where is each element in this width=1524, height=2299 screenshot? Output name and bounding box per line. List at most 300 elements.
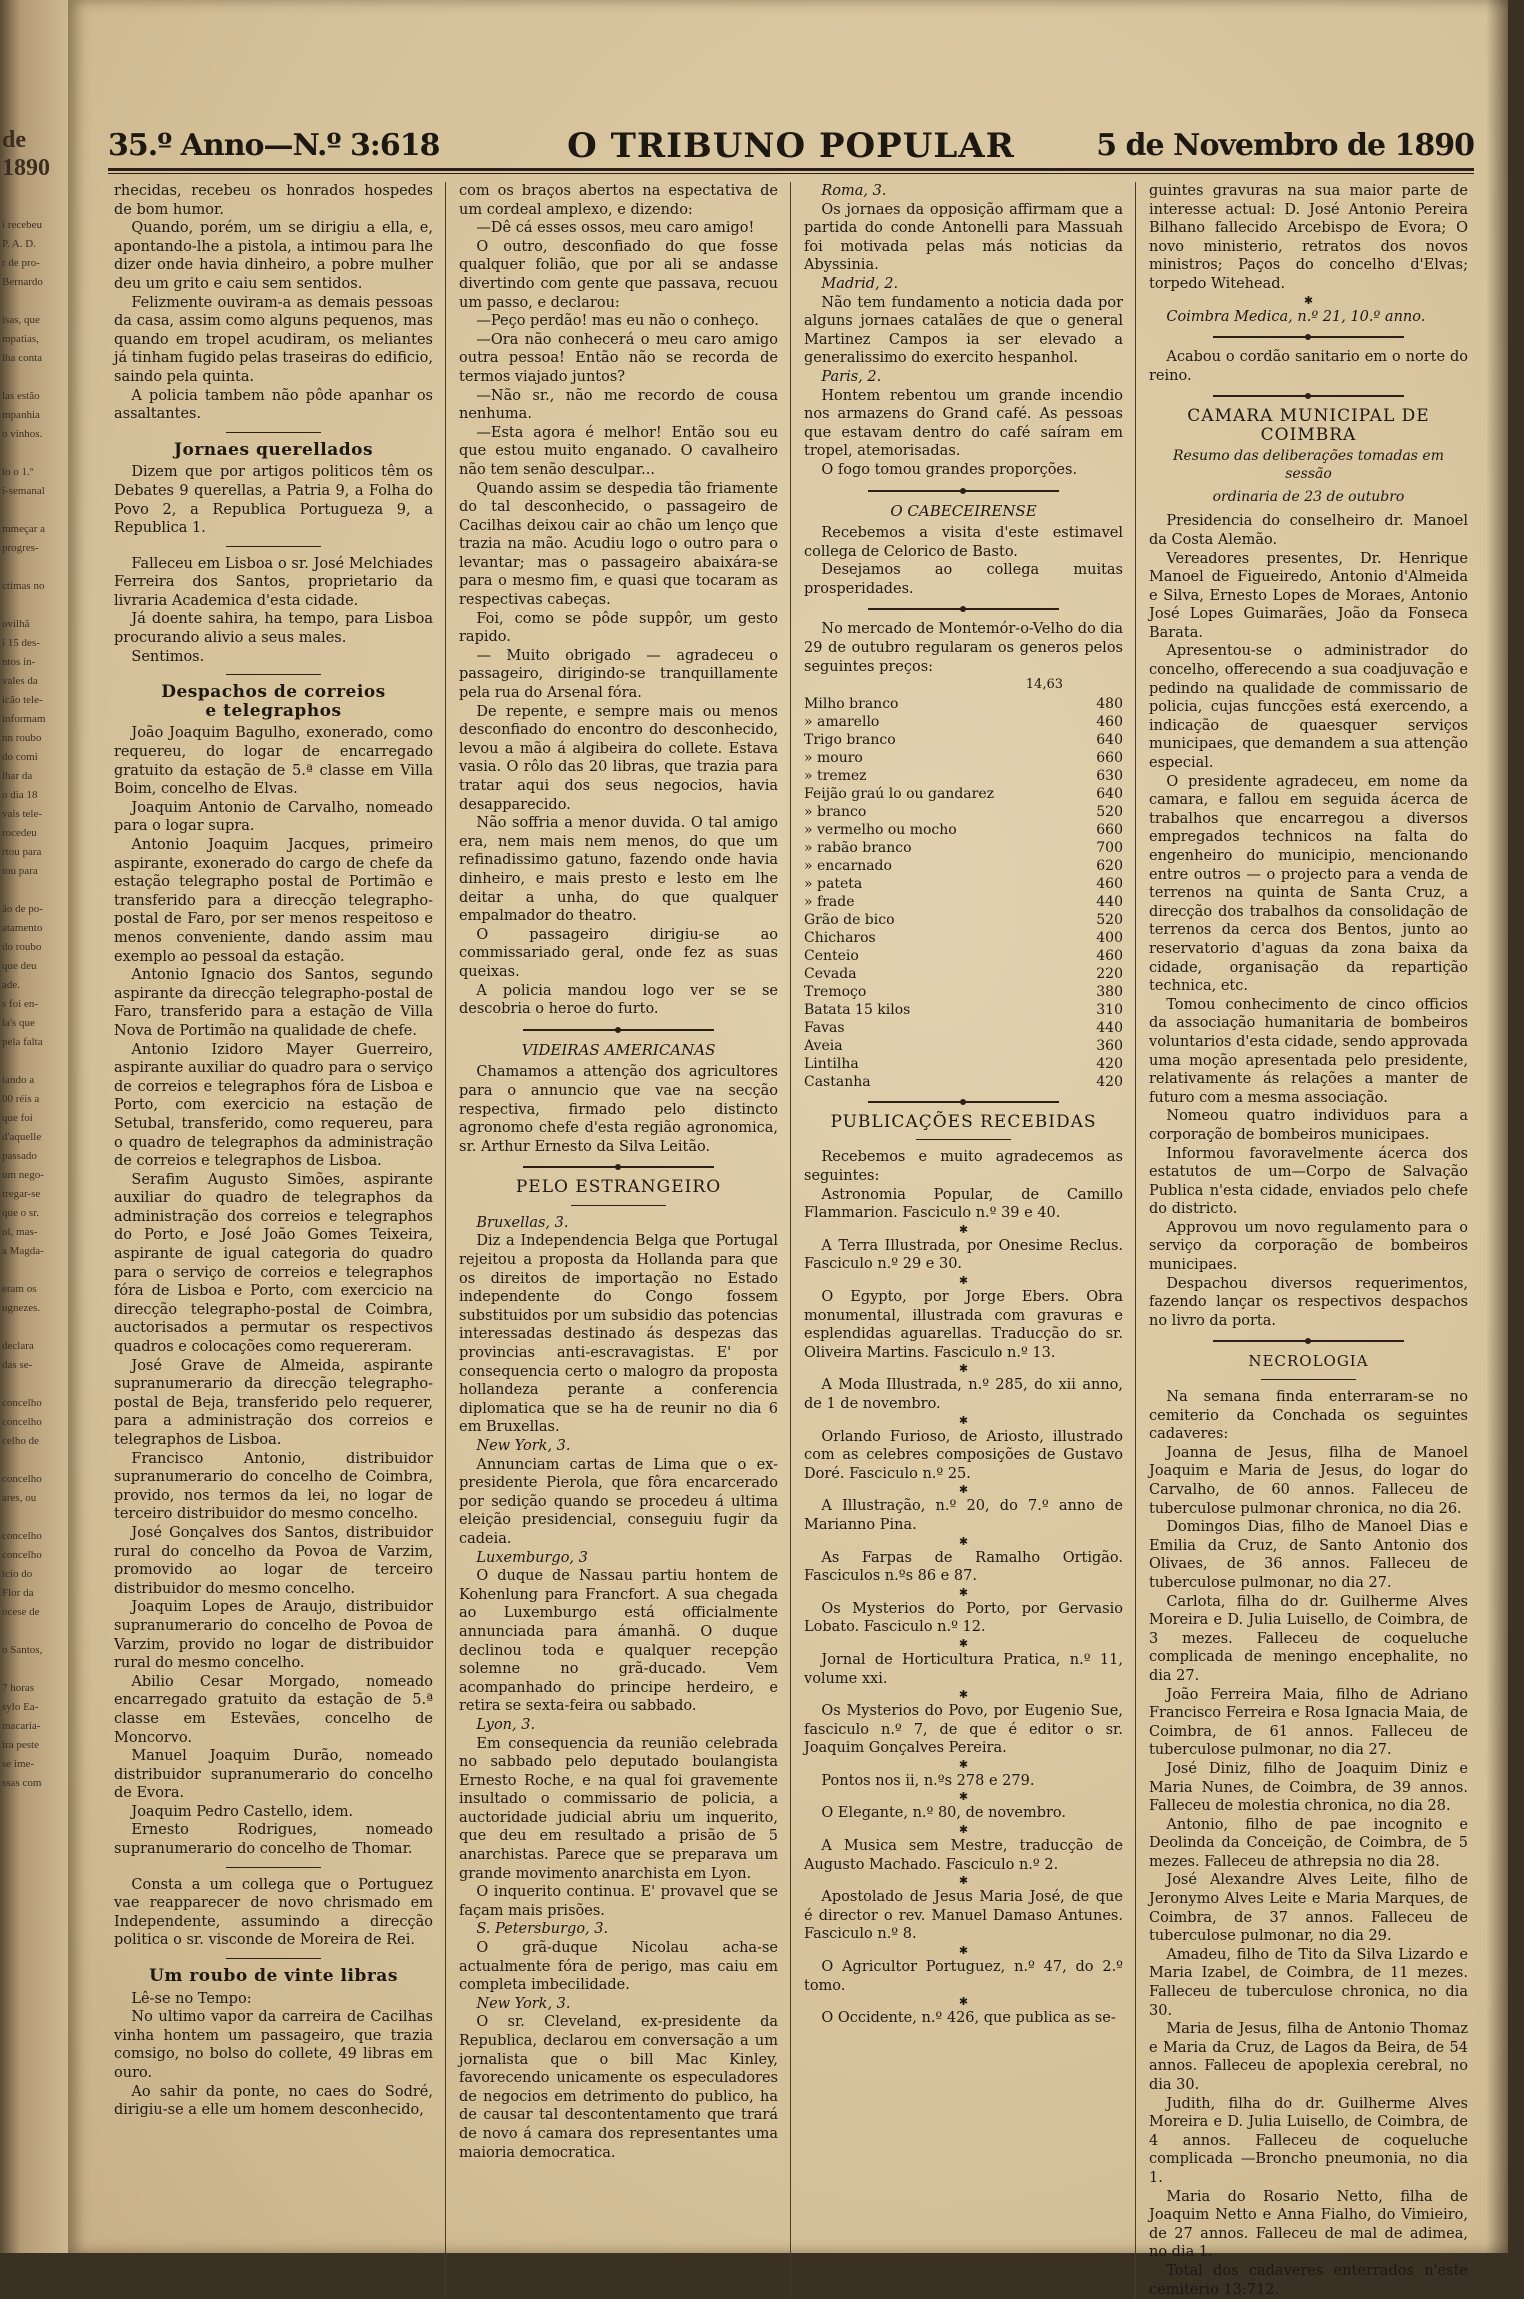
previous-page-fragment: i 15 des-	[2, 637, 40, 649]
decorative-rule	[868, 1101, 1059, 1103]
paragraph: Antonio Joaquim Jacques, primeiro aspirante, exonerado do cargo de chefe da estação telegrapho postal de Portimão e transferido para a direcção telegrapho-postal de Faro, por ser menos respeitoso e menos conveniente, dando assim mau exemplo ao pessoal da estação.	[114, 837, 433, 965]
decorative-rule	[1213, 1340, 1404, 1342]
obituary-entry: Maria do Rosario Netto, filha de Joaquim Netto e Anna Fialho, do Vimieiro, de 27 annos. Falleceu de mal de adimea, no dia 1.	[1149, 2188, 1468, 2261]
previous-page-fragment: concelho	[2, 1530, 42, 1542]
price-row	[804, 821, 1123, 839]
previous-page-fragment: mpanhia	[2, 409, 40, 421]
previous-page-fragment: d'aquelle	[2, 1131, 42, 1143]
commodity-price: 700	[1096, 839, 1123, 856]
heading-despachos-line-2: e telegraphos	[205, 700, 342, 721]
paragraph: Já doente sahira, ha tempo, para Lisboa procurando alivio a seus males.	[114, 611, 433, 647]
previous-page-fragment	[2, 294, 64, 313]
publication-entry: Os Mysterios do Povo, por Eugenio Sue, fasciculo n.º 7, de que é editor o sr. Joaquim Gonçalves Pereira.	[804, 1703, 1123, 1757]
separator-rule	[916, 1139, 1012, 1140]
previous-page-fragment: ugnezes.	[2, 1302, 41, 1314]
star-separator: ✱	[958, 1222, 969, 1236]
paragraph: O outro, desconfiado do que fosse qualquer folião, que por ali se andasse divertindo com gente que passava, recuou um passo, e declarou:	[459, 238, 778, 311]
obituary-entry: Maria de Jesus, filha de Antonio Thomaz e Maria da Cruz, de Lagos da Beira, de 54 annos. Falleceu de apoplexia cerebral, no dia 30.	[1149, 2021, 1468, 2093]
page-binding-shadow	[1486, 0, 1508, 2253]
decorative-rule	[1213, 395, 1404, 397]
commodity-name: » amarello	[804, 713, 880, 730]
previous-page-fragment: nn roubo	[2, 732, 42, 744]
paragraph: Felizmente ouviram-a as demais pessoas da casa, assim como alguns pequenos, mas quando em tropel acudiram, os meliantes já tinham fugido pelas traseiras do edificio, saindo pela quinta.	[114, 294, 433, 385]
dateline: Paris, 2.	[821, 368, 882, 385]
edition-number: 35.º Anno—N.º 3:618	[108, 128, 440, 163]
paragraph: Dizem que por artigos politicos têm os Debates 9 querellas, a Patria 9, a Folha do Povo 2, a Republica Portugueza 9, a Republica 1.	[114, 464, 433, 537]
publication-entry: O Egypto, por Jorge Ebers. Obra monumental, illustrada com gravuras e esplendidas aguarellas. Traducção do sr. Oliveira Martins. Fasciculo n.º 13.	[804, 1289, 1123, 1361]
paragraph: Nomeou quatro individuos para a corporação de bombeiros municipaes.	[1149, 1108, 1468, 1143]
paragraph: Coimbra Medica, n.º 21, 10.º anno.	[1166, 308, 1426, 325]
star-separator: ✱	[958, 1483, 969, 1497]
obituary-entry: José Alexandre Alves Leite, filho de Jeronymo Alves Leite e Maria Marques, de Coimbra, de 37 annos. Falleceu de tuberculose pulmonar, no dia 29.	[1149, 1872, 1468, 1945]
paragraph: Na semana finda enterraram-se no cemiterio da Conchada os seguintes cadaveres:	[1149, 1389, 1468, 1443]
paragraph: Manuel Joaquim Durão, nomeado distribuidor supranumerario do concelho de Evora.	[114, 1748, 433, 1802]
paragraph: De repente, e sempre mais ou menos desconfiado do encontro do desconhecido, levou a mão á algibeira do collete. Estava vasia. O rôlo das 20 libras, que trazia para tratar aqui dos seus negocios, havia desapparecido.	[459, 703, 778, 813]
paragraph: Joaquim Pedro Castello, idem.	[131, 1803, 354, 1820]
commodity-name: » tremez	[804, 767, 867, 784]
previous-page-fragment: das se-	[2, 1359, 33, 1371]
commodity-price: 620	[1096, 857, 1123, 874]
commodity-name: Castanha	[804, 1073, 871, 1090]
separator-rule	[226, 1958, 322, 1959]
previous-page-fragment: icão tele-	[2, 694, 43, 706]
decorative-rule	[523, 1029, 714, 1031]
paragraph: Quando, porém, um se dirigiu a ella, e, apontando-lhe a pistola, a intimou para lhe dizer onde havia dinheiro, a pobre mulher deu um grito e caiu sem sentidos.	[114, 220, 433, 292]
paragraph: Ao sahir da ponte, no caes do Sodré, dirigiu-se a elle um homem desconhecido,	[114, 2083, 433, 2119]
star-separator: ✱	[958, 1688, 969, 1702]
previous-page-fragment: se ime-	[2, 1758, 35, 1770]
paragraph: A policia mandou logo ver se se descobria o heroe do furto.	[459, 982, 778, 1018]
paragraph: — Muito obrigado — agradeceu o passageiro, dirigindo-se tranquillamente pela rua do Arsenal fóra.	[459, 647, 778, 702]
commodity-price: 640	[1096, 731, 1123, 748]
previous-page-fragment: que o sr.	[2, 1207, 39, 1219]
previous-page-fragment: um nego-	[2, 1169, 44, 1181]
commodity-price: 460	[1096, 713, 1123, 730]
obituary-entry: João Ferreira Maia, filho de Adriano Francisco Ferreira e Rosa Ignacia Maia, de Coimbra, de 61 annos. Falleceu de tuberculose pulmonar, no dia 27.	[1149, 1686, 1468, 1759]
paragraph: rhecidas, recebeu os honrados hospedes de bom humor.	[114, 183, 433, 218]
heading-publicacoes-recebidas: PUBLICAÇÕES RECEBIDAS	[830, 1111, 1097, 1132]
publication-entry: Orlando Furioso, de Ariosto, illustrado com as celebres composições de Gustavo Doré. Fasciculo n.º 25.	[804, 1428, 1123, 1482]
previous-page-fragment: rtou para	[2, 846, 42, 858]
star-separator: ✱	[958, 1995, 969, 2009]
decorative-rule	[523, 1166, 714, 1168]
previous-page-fragment: mpatias,	[2, 333, 39, 345]
obituary-entry: Total dos cadaveres enterrados n'este cemiterio 13:712.	[1149, 2262, 1468, 2298]
heading-despachos: Despachos de correios	[161, 682, 386, 703]
previous-page-fragment: ctimas no	[2, 580, 45, 592]
decorative-rule	[1213, 336, 1404, 338]
paragraph: Antonio Ignacio dos Santos, segundo aspirante da direcção telegrapho-postal de Faro, transferido para a estação de Villa Nova de Portimão na qualidade de chefe.	[114, 967, 433, 1039]
market-price-table	[804, 695, 1123, 1091]
paragraph: José Gonçalves dos Santos, distribuidor rural do concelho da Povoa de Varzim, promovido ao logar de terceiro distribuidor do mesmo concelho.	[114, 1524, 433, 1597]
publication-entry: A Musica sem Mestre, traducção de Augusto Machado. Fasciculo n.º 2.	[804, 1838, 1123, 1873]
previous-page-header: de 1890	[2, 127, 50, 181]
previous-page-fragment: o dia 18	[2, 789, 38, 801]
star-separator: ✱	[958, 1274, 969, 1287]
commodity-price: 220	[1096, 965, 1123, 982]
publication-entry: Os Mysterios do Porto, por Gervasio Lobato. Fasciculo n.º 12.	[804, 1600, 1123, 1636]
paragraph: Informou favoravelmente ácerca dos estatutos de um—Corpo de Salvação Publica n'esta cidade, enviados pelo chefe do districto.	[1149, 1145, 1468, 1218]
price-row	[804, 1001, 1123, 1019]
price-row	[804, 1037, 1123, 1055]
paragraph: Desejamos ao collega muitas prosperidades.	[804, 562, 1123, 597]
price-row	[804, 749, 1123, 767]
paragraph: A policia tambem não pôde apanhar os assaltantes.	[114, 387, 433, 423]
paragraph: Quando assim se despedia tão friamente do tal desconhecido, o passageiro de Cacilhas deixou cair ao chão um lenço que trazia na mão. Acudiu logo o outro para o levantar; mas o passageiro abaixára-se para o mesmo fim, e quasi que tocaram as respectivas cabeças.	[459, 480, 778, 609]
price-row	[804, 713, 1123, 731]
paragraph: Recebemos e muito agradecemos as seguintes:	[804, 1149, 1123, 1185]
previous-page-fragment: tou para	[2, 865, 38, 877]
publication-entry: A Illustração, n.º 20, do 7.º anno de Marianno Pina.	[804, 1498, 1123, 1533]
commodity-name: Aveia	[804, 1037, 843, 1054]
commodity-name: » mouro	[804, 749, 863, 766]
previous-page-fragment	[2, 503, 64, 522]
paragraph: —Não sr., não me recordo de cousa nenhuma.	[459, 387, 778, 423]
publication-entry: As Farpas de Ramalho Ortigão. Fasciculos n.ºs 86 e 87.	[804, 1549, 1123, 1585]
article-columns	[108, 182, 1474, 2298]
paragraph: O fogo tomou grandes proporções.	[821, 461, 1078, 478]
paragraph: Os jornaes da opposição affirmam que a partida do conde Antonelli para Massuah foi motivada pelas más noticias da Abyssinia.	[804, 201, 1123, 274]
paragraph: Diz a Independencia Belga que Portugal rejeitou a proposta da Hollanda para que os direitos de importação no Estado independente do Congo fossem substituidos por um subsidio das potencias interessadas destinado ás despezas das provincias anti-escravagistas. E' por consequencia certo o malogro da proposta hollandeza perante a conferencia diplomatica que se ha de reunir no dia 6 em Bruxellas.	[459, 1233, 778, 1436]
previous-page-fragment: concelho	[2, 1549, 42, 1561]
previous-page-fragment: vales da	[2, 675, 38, 687]
previous-page-fragment: rocedeu	[2, 827, 37, 839]
previous-page-fragment: celho de	[2, 1435, 39, 1447]
previous-page-fragment: Flor da	[2, 1587, 34, 1599]
previous-page-fragment: 7 horas	[2, 1682, 35, 1694]
paragraph: Foi, como se pôde suppôr, um gesto rapido.	[459, 610, 778, 646]
previous-page-fragment: lo o 1.º	[2, 466, 34, 478]
previous-page-fragment: ade.	[2, 979, 21, 991]
commodity-price: 400	[1096, 929, 1123, 946]
star-separator: ✱	[958, 1413, 969, 1427]
previous-page-fragment	[2, 1054, 64, 1073]
paragraph: O passageiro dirigiu-se ao commissariado geral, onde fez as suas queixas.	[459, 926, 778, 980]
price-row	[804, 1055, 1123, 1073]
dateline: New York, 3.	[476, 1438, 571, 1454]
commodity-name: » vermelho ou mocho	[804, 821, 957, 838]
commodity-name: Lintilha	[804, 1055, 859, 1072]
paragraph: Joaquim Lopes de Araujo, distribuidor supranumerario do concelho de Povoa de Varzim, provido no logar de distribuidor rural do mesmo concelho.	[114, 1599, 433, 1672]
price-row	[804, 803, 1123, 821]
star-separator: ✱	[958, 1823, 969, 1837]
previous-page-fragment	[2, 1320, 64, 1339]
paragraph: Antonio Izidoro Mayer Guerreiro, aspirante auxiliar do quadro para o serviço de correios e telegraphos fóra de Lisboa e Porto, com exercicio na estação de Setubal, transferido, como requereu, para o quadro de telegraphos da administração de correios e telegraphos de Lisboa.	[114, 1041, 433, 1170]
separator-rule	[226, 1867, 322, 1868]
previous-page-fragment: ssas com	[2, 1777, 42, 1789]
previous-page-fragment: que foi	[2, 1112, 33, 1124]
paragraph: O duque de Nassau partiu hontem de Kohenlung para Francfort. A sua chegada ao Luxemburgo está officialmente annunciada para ámanhã. O duque declinou toda e qualquer recepção solemne no grã-ducado. Vem acompanhado do principe herdeiro, e retira se sexta-feira ou sabbado.	[459, 1568, 778, 1715]
previous-page-fragment: mmeçar a	[2, 523, 46, 535]
star-separator: ✱	[958, 1790, 969, 1804]
previous-page-fragment	[2, 1624, 64, 1643]
star-separator: ✱	[958, 1874, 969, 1888]
price-row	[804, 767, 1123, 785]
paragraph: Annunciam cartas de Lima que o ex-presidente Pierola, que fôra encarcerado por sedição quando se procedeu á ultima eleição presidencial, conseguiu fugir da cadeia.	[459, 1456, 778, 1547]
commodity-name: » frade	[804, 893, 855, 910]
price-row	[804, 911, 1123, 929]
dateline: Bruxellas, 3.	[476, 1214, 569, 1231]
previous-page-fragment: P. A. D.	[2, 238, 36, 250]
previous-page-fragment: eram os	[2, 1283, 37, 1295]
commodity-name: » branco	[804, 803, 867, 820]
column-4	[1143, 182, 1474, 2299]
previous-page-fragment: ocese de	[2, 1606, 40, 1618]
paragraph: guintes gravuras na sua maior parte de interesse actual: D. José Antonio Pereira Bilhano fallecido Arcebispo de Evora; O novo ministerio, retratos dos novos ministros; Paços do concelho d'Elvas; torpedo Witehead.	[1149, 183, 1468, 292]
commodity-name: Centeio	[804, 947, 859, 964]
column-3	[798, 182, 1129, 2299]
price-row	[804, 893, 1123, 911]
column-1	[108, 182, 439, 2299]
commodity-price: 420	[1096, 1055, 1123, 1072]
previous-page-fragment: tregar-se	[2, 1188, 41, 1200]
separator-rule	[571, 1205, 667, 1206]
previous-page-fragment: Bernardo	[2, 276, 43, 288]
paragraph: Acabou o cordão sanitario em o norte do reino.	[1149, 349, 1468, 384]
commodity-name: Batata 15 kilos	[804, 1001, 911, 1018]
publication-entry: Jornal de Horticultura Pratica, n.º 11, volume xxi.	[804, 1651, 1123, 1687]
previous-page-fragment	[2, 598, 64, 617]
price-row	[804, 1073, 1123, 1091]
previous-page-fragment: macaria-	[2, 1720, 41, 1732]
previous-page-fragment: i-semanal	[2, 485, 45, 497]
previous-page-fragment	[2, 560, 64, 579]
previous-page-fragment: ão de po-	[2, 903, 43, 915]
star-separator: ✱	[958, 1757, 969, 1771]
heading-o-cabeceirense: O CABECEIRENSE	[890, 501, 1037, 520]
commodity-name: » encarnado	[804, 857, 892, 874]
commodity-price: 420	[1096, 1073, 1123, 1090]
column-2	[453, 182, 784, 2299]
paragraph: No ultimo vapor da carreira de Cacilhas vinha hontem um passageiro, que trazia comsigo, no bolso do collete, 49 libras em ouro.	[114, 2009, 433, 2081]
paragraph: Recebemos a visita d'este estimavel collega de Celorico de Basto.	[804, 525, 1123, 560]
previous-page-fragment: progres-	[2, 542, 39, 554]
commodity-price: 660	[1096, 749, 1123, 766]
obituary-list	[1149, 1444, 1468, 2299]
publications-list	[804, 1186, 1123, 2028]
price-row	[804, 785, 1123, 803]
commodity-name: Milho branco	[804, 695, 899, 712]
heading-subtitle-line-2: ordinaria de 23 de outubro	[1212, 488, 1405, 505]
paragraph: João Joaquim Bagulho, exonerado, como requereu, do logar de encarregado gratuito da estação de 5.ª classe em Villa Boim, concelho de Elvas.	[114, 725, 433, 798]
previous-page-fragment: do comi	[2, 751, 38, 763]
paragraph: Francisco Antonio, distribuidor supranumerario do concelho de Coimbra, provido, nos termos da lei, no logar de terceiro distribuidor do mesmo concelho.	[114, 1450, 433, 1523]
paragraph: Não tem fundamento a noticia dada por alguns jornaes catalães de que o general Martinez Campos ia ser elevado a generalissimo do exercito hespanhol.	[804, 294, 1123, 367]
price-row	[804, 695, 1123, 713]
previous-page-fragment: concelho	[2, 1397, 42, 1409]
paragraph: —Dê cá esses ossos, meu caro amigo!	[476, 220, 755, 237]
paragraph: Em consequencia da reunião celebrada no sabbado pelo deputado boulangista Ernesto Roche, e na qual foi gravemente insultado o commissario de policia, a auctoridade judicial abriu um inquerito, que deu em resultado a prisão de 5 anarchistas. Parece que se preparava um grande movimento anarchista em Lyon.	[459, 1735, 778, 1882]
star-separator: ✱	[958, 1585, 969, 1599]
commodity-price: 460	[1096, 875, 1123, 892]
publication-entry: Astronomia Popular, de Camillo Flammarion. Fasciculo n.º 39 e 40.	[804, 1186, 1123, 1222]
commodity-price: 440	[1096, 893, 1123, 910]
measure-label: 14,63	[1025, 677, 1063, 693]
commodity-name: Chicharos	[804, 929, 876, 946]
commodity-name: Cevada	[804, 965, 857, 982]
commodity-name: » pateta	[804, 875, 863, 892]
heading-subtitle: Resumo das deliberações tomadas em sessão	[1173, 447, 1444, 483]
price-row	[804, 929, 1123, 947]
publication-entry: O Occidente, n.º 426, que publica as se-	[821, 2010, 1116, 2027]
heading-videiras-americanas: VIDEIRAS AMERICANAS	[521, 1040, 716, 1059]
newspaper-page	[68, 0, 1508, 2298]
previous-page-fragment: s foi en-	[2, 998, 39, 1010]
paragraph: O inquerito continua. E' provavel que se façam mais prisões.	[459, 1884, 778, 1919]
paragraph: Chamamos a attenção dos agricultores para o annuncio que vae na secção respectiva, firmado pelo distincto agronomo chefe d'esta região agronomica, sr. Arthur Ernesto da Silva Leitão.	[459, 1064, 778, 1155]
paragraph: O sr. Cleveland, ex-presidente da Republica, declarou em conversação a um jornalista que o bill Mac Kinley, favorecendo unicamente os especuladores de negocios em detrimento do publico, ha de causar tal descontentamento que trará de novo á camara dos representantes uma maioria democratica.	[459, 2014, 778, 2161]
paragraph: Lê-se no Tempo:	[131, 1990, 252, 2007]
previous-page-fragment: vais tele-	[2, 808, 43, 820]
previous-page-fragment: pela falta	[2, 1036, 43, 1048]
obituary-entry: Joanna de Jesus, filha de Manoel Joaquim e Maria de Jesus, do logar do Carvalho, de 60 annos. Falleceu de tuberculose pulmonar chronica, no dia 26.	[1149, 1444, 1468, 1517]
heading-camara-municipal: CAMARA MUNICIPAL DE COIMBRA	[1187, 406, 1430, 445]
separator-rule	[226, 546, 322, 547]
dateline: Roma, 3.	[821, 183, 887, 199]
paragraph: O grã-duque Nicolau acha-se actualmente fóra de perigo, mas caiu em completa imbecilidade.	[459, 1940, 778, 1994]
commodity-name: Trigo branco	[804, 731, 896, 748]
price-row	[804, 731, 1123, 749]
paragraph: Approvou um novo regulamento para o serviço da corporação de bombeiros municipaes.	[1149, 1219, 1468, 1274]
commodity-price: 310	[1096, 1001, 1123, 1018]
previous-page-fragment	[2, 446, 64, 465]
previous-page-fragment: do roubo	[2, 941, 42, 953]
obituary-entry: Amadeu, filho de Tito da Silva Lizardo e Maria Izabel, de Coimbra, de 11 mezes. Falleceu de tuberculose chronica, no dia 30.	[1149, 1946, 1468, 2019]
price-row	[804, 983, 1123, 1001]
publication-entry: O Agricultor Portuguez, n.º 47, do 2.º tomo.	[804, 1959, 1123, 1994]
paragraph: —Peço perdão! mas eu não o conheço.	[476, 313, 759, 330]
paragraph: Presidencia do conselheiro dr. Manoel da Costa Alemão.	[1149, 513, 1468, 548]
commodity-price: 630	[1096, 767, 1123, 784]
commodity-price: 380	[1096, 983, 1123, 1000]
decorative-rule	[868, 608, 1059, 610]
previous-page-fragment	[2, 1377, 64, 1396]
previous-page-fragment: ares, ou	[2, 1492, 37, 1504]
dateline: New York, 3.	[476, 1995, 571, 2012]
previous-page-fragment: ol, mas-	[2, 1226, 38, 1238]
commodity-name: Tremoço	[804, 983, 867, 1000]
publication-entry: A Moda Illustrada, n.º 285, do xii anno, de 1 de novembro.	[804, 1377, 1123, 1412]
price-row	[804, 875, 1123, 893]
star-separator: ✱	[958, 1534, 969, 1548]
paragraph: Falleceu em Lisboa o sr. José Melchiades Ferreira dos Santos, proprietario da livraria Academica d'esta cidade.	[114, 555, 433, 609]
previous-page-fragment: i recebeu	[2, 219, 42, 231]
paragraph: Apresentou-se o administrador do concelho, offerecendo a sua coadjuvação e pedindo na qualidade de commissario de policia, cujas funcções está exercendo, a indicação de quaesquer serviços municipaes, que demandem a sua attenção especial.	[1149, 643, 1468, 772]
paragraph: Vereadores presentes, Dr. Henrique Manoel de Figueiredo, Antonio d'Almeida e Silva, Ernesto Lopes de Moraes, Antonio José Lopes Guimarães, João da Fonseca Barata.	[1149, 550, 1468, 641]
previous-page-fragment: ício do	[2, 1568, 33, 1580]
paragraph: Hontem rebentou um grande incendio nos armazens do Grand café. As pessoas que estavam dentro do café saíram em tropel, atemorisadas.	[804, 387, 1123, 460]
commodity-name: Feijão graú lo ou gandarez	[804, 785, 994, 802]
price-row	[804, 947, 1123, 965]
obituary-entry: Antonio, filho de pae incognito e Deolinda da Conceição, de Coimbra, de 5 mezes. Falleceu de athrepsia no dia 28.	[1149, 1816, 1468, 1870]
previous-page-fragment: concelho	[2, 1416, 42, 1428]
previous-page-fragment	[2, 1263, 64, 1282]
star-separator: ✱	[958, 1944, 969, 1958]
price-row	[804, 839, 1123, 857]
commodity-price: 440	[1096, 1019, 1123, 1036]
previous-page-edge	[0, 0, 68, 2253]
previous-page-fragment: que deu	[2, 960, 37, 972]
obituary-entry: Judith, filha do dr. Guilherme Alves Moreira e D. Julia Luisello, de Coimbra, de 4 annos. Falleceu de coqueluche complicada —Broncho pneumonia, no dia 1.	[1149, 2095, 1468, 2186]
dateline: Lyon, 3.	[476, 1716, 536, 1733]
previous-page-fragment: iando a	[2, 1074, 35, 1086]
paragraph: No mercado de Montemór-o-Velho do dia 29 de outubro regularam os generos pelos seguintes preços:	[804, 621, 1123, 675]
heading-necrologia: NECROLOGIA	[1248, 1352, 1369, 1371]
star-separator: ✱	[1303, 293, 1314, 307]
paragraph: José Grave de Almeida, aspirante supranumerario da direcção telegrapho-postal de Beja, transferido pelo requerer, para a administração dos correios e telegraphos de Lisboa.	[114, 1357, 433, 1448]
dateline: Luxemburgo, 3	[476, 1549, 588, 1566]
previous-page-fragment: declara	[2, 1340, 34, 1352]
paragraph: Não soffria a menor duvida. O tal amigo era, nem mais nem menos, do que um refinadissimo gatuno, fazendo onde havia dinheiro, e mais presto e lesto em lhe deitar a unha, do que qualquer empalmador do theatro.	[459, 815, 778, 925]
previous-page-fragment: o vinhos.	[2, 428, 43, 440]
commodity-price: 640	[1096, 785, 1123, 802]
previous-page-fragment: las estão	[2, 390, 40, 402]
obituary-entry: Domingos Dias, filho de Manoel Dias e Emilia da Cruz, de Santo Antonio dos Olivaes, de 36 annos. Falleceu de tuberculose pulmonar, no dia 27.	[1149, 1519, 1468, 1591]
obituary-entry: Carlota, filha do dr. Guilherme Alves Moreira e D. Julia Luisello, de Coimbra, de 3 mezes. Falleceu de coqueluche complicada de meningo encephalite, no dia 27.	[1149, 1593, 1468, 1684]
separator-rule	[226, 432, 322, 433]
previous-page-fragment: ira peste	[2, 1739, 39, 1751]
previous-page-fragment: lha conta	[2, 352, 43, 364]
paragraph: —Ora não conhecerá o meu caro amigo outra pessoa! Então não se recorda de termos viajado juntos?	[459, 331, 778, 385]
previous-page-fragment: isas, que	[2, 314, 40, 326]
commodity-price: 520	[1096, 911, 1123, 928]
paragraph: —Esta agora é melhor! Então sou eu que estou muito enganado. O cavalheiro não tem senão desculpar...	[459, 424, 778, 478]
paragraph: Ernesto Rodrigues, nomeado supranumerario do concelho de Thomar.	[114, 1822, 433, 1858]
previous-page-fragment: passado	[2, 1150, 37, 1162]
previous-page-fragment: informam	[2, 713, 46, 725]
paragraph: Sentimos.	[131, 648, 205, 665]
paragraph: com os braços abertos na espectativa de um cordeal amplexo, e dizendo:	[459, 183, 778, 218]
commodity-price: 360	[1096, 1037, 1123, 1054]
previous-page-fragment	[2, 1453, 64, 1472]
previous-page-fragment: atamento	[2, 922, 43, 934]
issue-date: 5 de Novembro de 1890	[1096, 128, 1474, 163]
publication-entry: Apostolado de Jesus Maria José, de que é director o rev. Manuel Damaso Antunes. Fasciculo n.º 8.	[804, 1889, 1123, 1943]
previous-page-fragment: lhar da	[2, 770, 33, 782]
separator-rule	[226, 674, 322, 675]
previous-page-fragment: ovilhã	[2, 618, 30, 630]
previous-page-fragment: 00 réis a	[2, 1093, 40, 1105]
obituary-entry: José Diniz, filho de Joaquim Diniz e Maria Nunes, de Coimbra, de 39 annos. Falleceu de molestia chronica, no dia 28.	[1149, 1760, 1468, 1815]
previous-page-fragment: a Magda-	[2, 1245, 44, 1257]
heading-um-roubo: Um roubo de vinte libras	[149, 1966, 398, 1987]
paragraph: Tomou conhecimento de cinco officios da associação humanitaria de bombeiros voluntarios d'esta cidade, sendo approvada uma moção apresentada pelo presidente, relativamente ás relações a manter de futuro com a mesma associação.	[1149, 996, 1468, 1106]
dateline: Madrid, 2.	[821, 275, 899, 292]
publication-entry: A Terra Illustrada, por Onesime Reclus. Fasciculo n.º 29 e 30.	[804, 1237, 1123, 1273]
price-row	[804, 857, 1123, 875]
paragraph: O presidente agradeceu, em nome da camara, e fallou em seguida ácerca de trabalhos que encarregou a diversos empregados technicos na falta do engenheiro do municipio, mencionando entre outros — o projecto para a venda de terrenos na quinta de Santa Cruz, a direcção dos trabalhos da consolidação de terrenos da cerca dos Bentos, junto ao reservatorio d'aguas da zona baixa da cidade, organisação da repartição technica, etc.	[1149, 773, 1468, 995]
paragraph: Consta a um collega que o Portuguez vae reapparecer de novo chrismado em Independente, assumindo a direcção politica o sr. visconde de Moreira de Rei.	[114, 1876, 433, 1949]
publication-entry: Pontos nos ii, n.ºs 278 e 279.	[821, 1772, 1035, 1789]
paragraph: Joaquim Antonio de Carvalho, nomeado para o logar supra.	[114, 799, 433, 835]
previous-page-fragment: sylo Ea-	[2, 1701, 39, 1713]
previous-page-text-fragments	[2, 218, 64, 1795]
previous-page-fragment: r de pro-	[2, 257, 40, 269]
star-separator: ✱	[958, 1362, 969, 1376]
price-row	[804, 965, 1123, 983]
commodity-price: 520	[1096, 803, 1123, 820]
paragraph: Despachou diversos requerimentos, fazendo lançar os respectivos despachos no livro da porta.	[1149, 1275, 1468, 1329]
dateline: S. Petersburgo, 3.	[476, 1921, 609, 1938]
star-separator: ✱	[958, 1636, 969, 1650]
previous-page-fragment: concelho	[2, 1473, 42, 1485]
previous-page-fragment	[2, 1662, 64, 1681]
heading-jornaes-querellados: Jornaes querellados	[173, 439, 374, 460]
previous-page-fragment	[2, 1510, 64, 1529]
masthead-rule	[108, 168, 1474, 174]
commodity-price: 460	[1096, 947, 1123, 964]
commodity-name: » rabão branco	[804, 839, 912, 856]
